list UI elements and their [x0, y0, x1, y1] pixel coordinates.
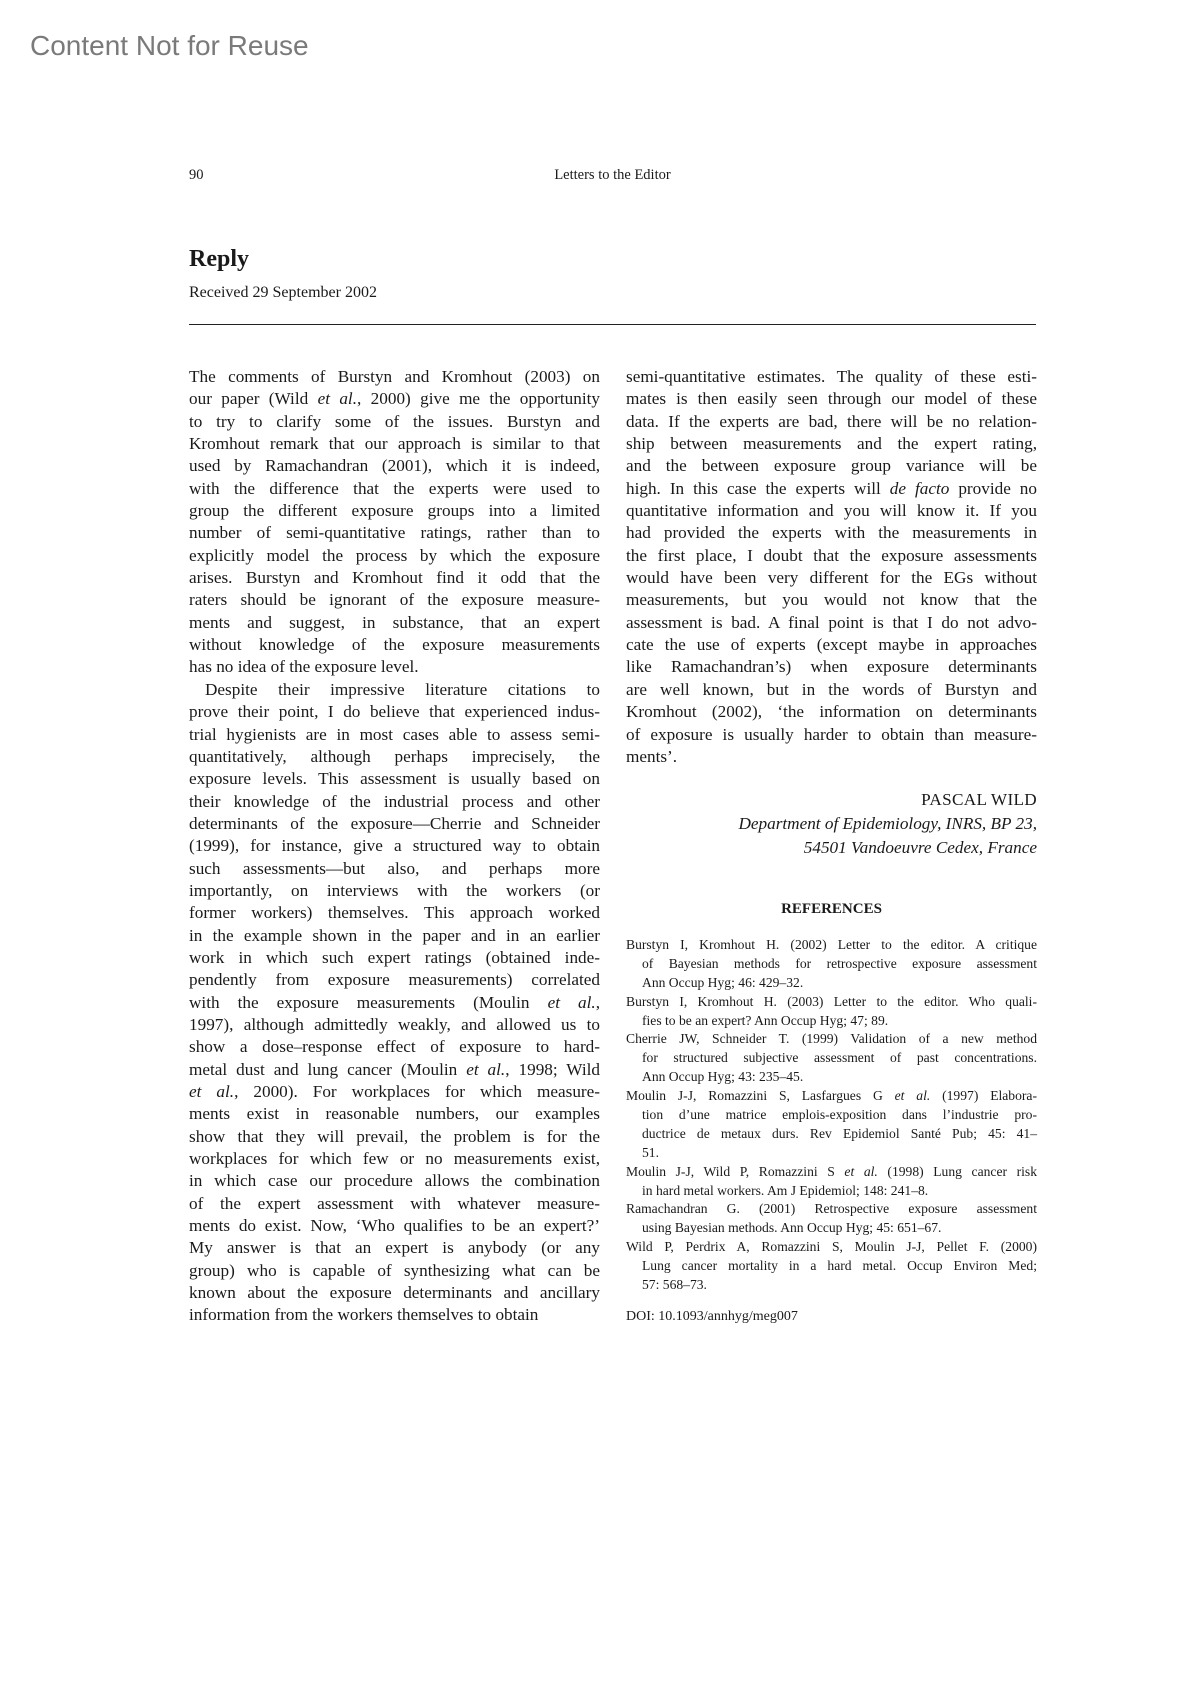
text-line [189, 768, 600, 790]
text-segment: (1998) Lung cancer risk [877, 1163, 1037, 1179]
text-segment: et al. [317, 389, 357, 409]
text-segment: for structured subjective assessment of past concentrations. [642, 1050, 1037, 1066]
text-line [626, 478, 1037, 500]
text-line [626, 974, 1037, 993]
text-segment: data. If the experts are bad, there will be no relation- [626, 411, 1037, 431]
text-segment: et al. [844, 1163, 878, 1179]
text-line [189, 1193, 600, 1215]
text-segment: are well known, but in the words of Burstyn and [626, 679, 1037, 699]
text-segment: of the expert assessment with whatever measure- [189, 1193, 600, 1213]
text-segment: information from the workers themselves to obtain [189, 1305, 539, 1325]
text-segment: raters should be ignorant of the exposure measure- [189, 590, 600, 610]
text-line [626, 993, 1037, 1012]
text-line [626, 545, 1037, 567]
text-segment: such assessments—but also, and perhaps more [189, 858, 600, 878]
text-line [189, 455, 600, 477]
text-line [189, 589, 600, 611]
text-segment: et al. [894, 1088, 931, 1104]
text-segment: et al. [466, 1059, 506, 1079]
text-line [189, 612, 600, 634]
text-line [189, 724, 600, 746]
text-segment: The comments of Burstyn and Kromhout (2003) on [189, 367, 600, 386]
text-segment: assessment is bad. A final point is that I do not advo- [626, 612, 1037, 632]
text-line [626, 567, 1037, 589]
text-segment: group the different exposure groups into a limited [189, 501, 600, 521]
text-line [189, 1260, 600, 1282]
text-segment: ments and suggest, in substance, that an expert [189, 612, 600, 632]
text-segment: without knowledge of the exposure measurements [189, 635, 600, 655]
text-segment: their knowledge of the industrial process and other [189, 791, 600, 811]
text-line [189, 500, 600, 522]
text-segment: used by Ramachandran (2001), which it is indeed, [189, 456, 600, 476]
text-segment: , 2000) give me the opportunity [357, 389, 600, 409]
text-segment: 51. [642, 1144, 659, 1160]
text-line [189, 634, 600, 656]
text-line [189, 1103, 600, 1125]
text-segment: et al. [189, 1082, 235, 1101]
text-line [626, 455, 1037, 477]
text-line [189, 1237, 600, 1259]
text-segment: Kromhout (2002), ‘the information on determinants [626, 702, 1037, 722]
text-line [189, 813, 600, 835]
references-heading: REFERENCES [781, 901, 882, 917]
text-line [626, 1030, 1037, 1049]
text-line [626, 1219, 1037, 1238]
paragraph [189, 679, 600, 1327]
article-title: Reply [189, 246, 249, 272]
text-segment: the first place, I doubt that the exposure assessments [626, 545, 1037, 565]
watermark: Content Not for Reuse [30, 30, 309, 61]
received-date: Received 29 September 2002 [189, 284, 377, 301]
text-segment: ments do exist. Now, ‘Who qualifies to be an expert?’ [189, 1216, 600, 1236]
title-divider [189, 324, 1036, 325]
references-list [626, 936, 1037, 1295]
text-line [189, 1059, 600, 1081]
text-segment: Ann Occup Hyg; 43: 235–45. [642, 1069, 804, 1085]
text-line [626, 411, 1037, 433]
reference-item [626, 1200, 1037, 1238]
text-segment: in the example shown in the paper and in an earlier [189, 925, 600, 945]
text-segment: metal dust and lung cancer (Moulin [189, 1059, 467, 1079]
text-line [189, 1282, 600, 1304]
text-line [626, 388, 1037, 410]
text-line [189, 567, 600, 589]
text-segment: Kromhout remark that our approach is similar to that [189, 434, 600, 454]
text-line [626, 955, 1037, 974]
text-segment: 1997), although admittedly weakly, and allowed us to [189, 1014, 600, 1034]
text-segment: Ramachandran G. (2001) Retrospective exposure assessment [626, 1201, 1037, 1217]
text-line [626, 1012, 1037, 1031]
text-segment: ments’. [626, 746, 678, 766]
reference-item [626, 1087, 1037, 1163]
text-segment: our paper (Wild [189, 389, 318, 409]
text-line [626, 724, 1037, 746]
text-segment: , [595, 992, 600, 1012]
text-line [189, 433, 600, 455]
text-segment: (1997) Elabora- [930, 1088, 1037, 1104]
text-line [626, 746, 1037, 768]
text-segment: with the exposure measurements (Moulin [189, 992, 548, 1012]
text-segment: arises. Burstyn and Kromhout find it odd that the [189, 568, 600, 588]
text-segment: ship between measurements and the expert rating, [626, 434, 1037, 454]
text-line [189, 880, 600, 902]
text-segment: cate the use of experts (except maybe in approaches [626, 635, 1037, 655]
text-segment: number of semi-quantitative ratings, rather than to [189, 523, 600, 543]
text-segment: explicitly model the process by which the exposure [189, 545, 600, 565]
text-segment: determinants of the exposure—Cherrie and Schneider [189, 813, 600, 833]
text-line [626, 1125, 1037, 1144]
text-line [626, 1144, 1037, 1163]
text-line [626, 1182, 1037, 1201]
text-segment: tion d’une matrice emplois-exposition dans l’industrie pro- [642, 1107, 1037, 1123]
text-segment: had provided the experts with the measurements in [626, 523, 1037, 543]
reference-item [626, 936, 1037, 993]
text-segment: like Ramachandran’s) when exposure determinants [626, 657, 1037, 677]
text-segment: quantitatively, although perhaps imprecisely, the [189, 746, 600, 766]
text-segment: would have been very different for the EGs without [626, 568, 1037, 588]
text-segment: has no idea of the exposure level. [189, 657, 419, 677]
text-line [626, 679, 1037, 701]
text-segment: Ann Occup Hyg; 46: 429–32. [642, 974, 804, 990]
text-segment: prove their point, I do believe that experienced indus- [189, 702, 600, 722]
author-name: PASCAL WILD [921, 790, 1037, 809]
text-segment: Cherrie JW, Schneider T. (1999) Validation of a new method [626, 1031, 1037, 1047]
text-line [626, 1049, 1037, 1068]
text-line [626, 634, 1037, 656]
text-line [189, 1014, 600, 1036]
text-line [189, 925, 600, 947]
text-segment: of Bayesian methods for retrospective exposure assessment [642, 955, 1037, 971]
text-segment: Lung cancer mortality in a hard metal. Occup Environ Med; [642, 1258, 1037, 1274]
text-segment: group) who is capable of synthesizing what can be [189, 1260, 600, 1280]
text-line [189, 1081, 600, 1103]
text-line [189, 1036, 600, 1058]
text-segment: fies to be an expert? Ann Occup Hyg; 47; 89. [642, 1012, 889, 1028]
doi: DOI: 10.1093/annhyg/meg007 [626, 1309, 798, 1324]
text-segment: semi-quantitative estimates. The quality of these esti- [626, 367, 1037, 386]
text-line [626, 1200, 1037, 1219]
running-title: Letters to the Editor [554, 167, 671, 183]
text-line [189, 902, 600, 924]
text-line [626, 1257, 1037, 1276]
text-line [626, 656, 1037, 678]
text-segment: work in which such expert ratings (obtained inde- [189, 947, 600, 967]
reference-item [626, 993, 1037, 1031]
text-segment: measurements, but you would not know that the [626, 590, 1037, 610]
text-line [189, 1170, 600, 1192]
text-line [189, 1304, 600, 1326]
text-segment: trial hygienists are in most cases able to assess semi- [189, 724, 600, 744]
text-segment: in hard metal workers. Am J Epidemiol; 148: 241–8. [642, 1182, 929, 1198]
reference-item [626, 1163, 1037, 1201]
reference-item [626, 1030, 1037, 1087]
text-line [189, 1215, 600, 1237]
paragraph [189, 366, 600, 679]
text-segment: My answer is that an expert is anybody (or any [189, 1238, 600, 1258]
text-segment: ductrice de metaux durs. Rev Epidemiol Santé Pub; 45: 41– [642, 1125, 1037, 1141]
text-segment: Moulin J-J, Romazzini S, Lasfargues G [626, 1088, 895, 1104]
text-line [189, 1148, 600, 1170]
text-line [626, 366, 1037, 388]
text-line [626, 522, 1037, 544]
text-line [189, 746, 600, 768]
text-segment: mates is then easily seen through our model of these [626, 389, 1037, 409]
text-segment: Moulin J-J, Wild P, Romazzini S [626, 1163, 845, 1179]
text-segment: importantly, on interviews with the workers (or [189, 880, 600, 900]
text-line [626, 1068, 1037, 1087]
text-line [626, 936, 1037, 955]
body-right-column [626, 366, 1037, 768]
text-segment: quantitative information and you will know it. If you [626, 501, 1037, 521]
text-line [189, 679, 600, 701]
text-line [626, 612, 1037, 634]
text-segment: 57: 568–73. [642, 1277, 707, 1293]
text-line [189, 656, 600, 678]
text-line [626, 1238, 1037, 1257]
text-segment: provide no [949, 478, 1037, 498]
text-segment: (1999), for instance, give a structured way to obtain [189, 836, 600, 856]
text-line [189, 522, 600, 544]
text-line [626, 1276, 1037, 1295]
author-address-line1: Department of Epidemiology, INRS, BP 23, [738, 814, 1037, 833]
text-segment: show that they will prevail, the problem is for the [189, 1126, 600, 1146]
text-segment: Burstyn I, Kromhout H. (2002) Letter to the editor. A critique [626, 937, 1037, 952]
text-line [189, 1126, 600, 1148]
text-segment: Wild P, Perdrix A, Romazzini S, Moulin J-J, Pellet F. (2000) [626, 1239, 1037, 1255]
author-address-line2: 54501 Vandoeuvre Cedex, France [803, 838, 1037, 857]
text-segment: to try to clarify some of the issues. Burstyn and [189, 411, 600, 431]
text-segment: and the between exposure group variance will be [626, 456, 1037, 476]
text-segment: , 2000). For workplaces for which measure- [234, 1082, 600, 1101]
text-segment: former workers) themselves. This approach worked [189, 903, 600, 923]
text-line [626, 1087, 1037, 1106]
body-left-column [189, 366, 600, 1327]
text-segment: ments exist in reasonable numbers, our examples [189, 1104, 600, 1124]
text-segment: known about the exposure determinants and ancillary [189, 1283, 600, 1303]
text-segment: Despite their impressive literature citations to [205, 679, 600, 699]
text-segment: of exposure is usually harder to obtain than measure- [626, 724, 1037, 744]
paragraph [626, 366, 1037, 768]
text-line [189, 701, 600, 723]
text-line [189, 545, 600, 567]
reference-item [626, 1238, 1037, 1295]
text-line [189, 478, 600, 500]
text-segment: with the difference that the experts were used to [189, 478, 600, 498]
text-line [189, 992, 600, 1014]
text-segment: Burstyn I, Kromhout H. (2003) Letter to the editor. Who quali- [626, 993, 1037, 1009]
text-line [189, 366, 600, 388]
text-line [626, 589, 1037, 611]
text-segment: using Bayesian methods. Ann Occup Hyg; 45: 651–67. [642, 1220, 942, 1236]
text-segment: high. In this case the experts will [626, 478, 890, 498]
text-line [626, 701, 1037, 723]
text-line [189, 411, 600, 433]
signature [626, 788, 1037, 860]
text-segment: , 1998; Wild [505, 1059, 600, 1079]
text-line [189, 858, 600, 880]
text-line [626, 1163, 1037, 1182]
text-segment: show a dose–response effect of exposure to hard- [189, 1037, 600, 1057]
text-segment: in which case our procedure allows the combination [189, 1171, 600, 1191]
text-line [626, 1106, 1037, 1125]
text-line [189, 835, 600, 857]
text-segment: de facto [889, 478, 950, 498]
text-line [626, 500, 1037, 522]
page-number: 90 [189, 167, 204, 183]
text-line [189, 791, 600, 813]
text-segment: exposure levels. This assessment is usually based on [189, 769, 600, 789]
text-line [189, 388, 600, 410]
text-line [626, 433, 1037, 455]
text-line [189, 947, 600, 969]
text-segment: et al. [547, 992, 596, 1012]
text-segment: pendently from exposure measurements) correlated [189, 970, 600, 990]
text-segment: workplaces for which few or no measurements exist, [189, 1149, 600, 1169]
text-line [189, 969, 600, 991]
